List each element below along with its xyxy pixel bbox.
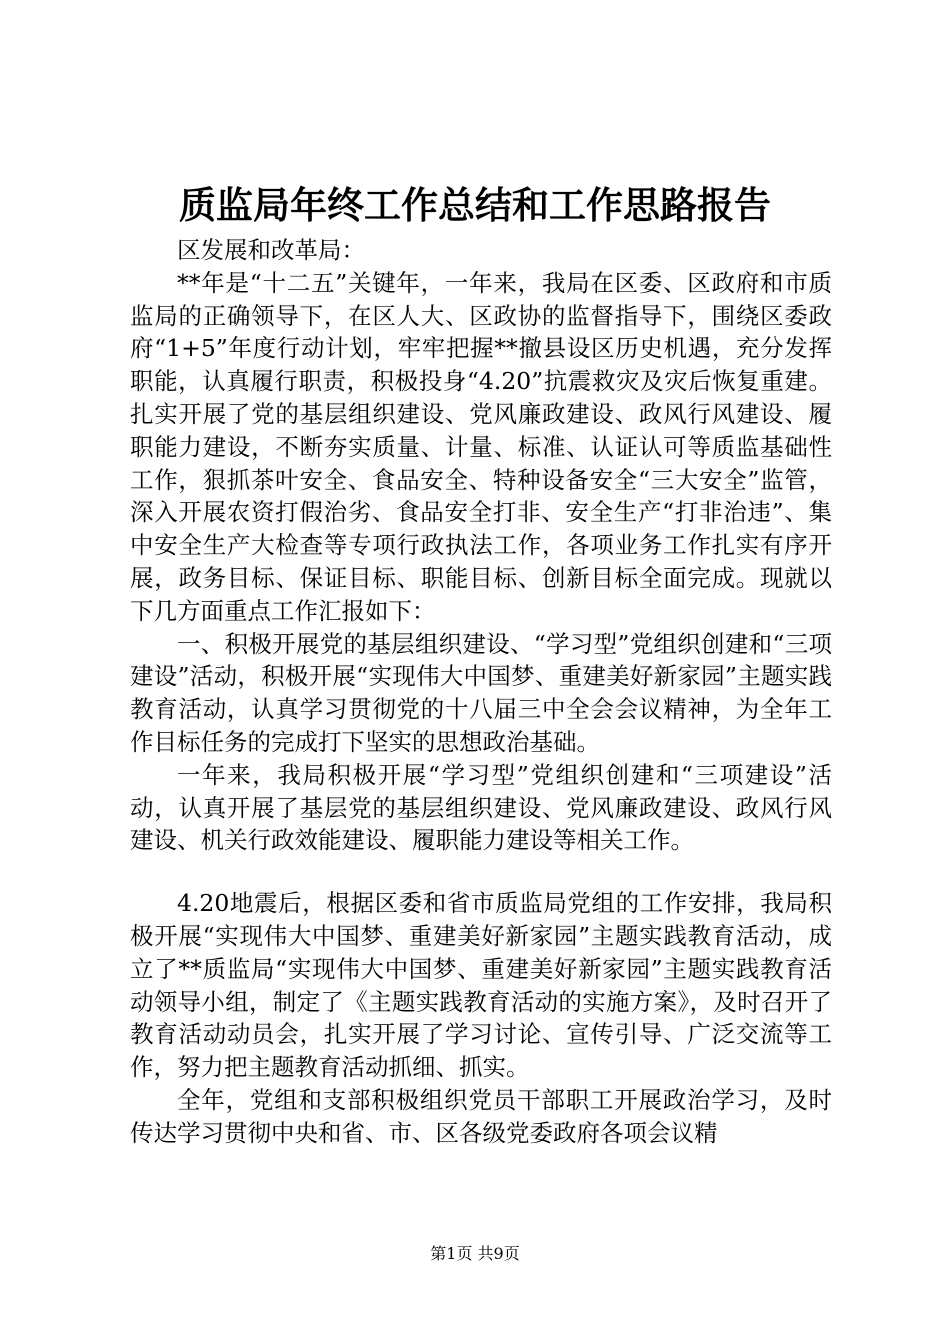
paragraph-section-one-heading: 一、积极开展党的基层组织建设、“学习型”党组织创建和“三项建设”活动，积极开展“实现伟大中国梦、重建美好新家园”主题实践教育活动，认真学习贯彻党的十八届三中全会会议精神，为全年工作目标任务的完成打下坚实的思想政治基础。: [130, 629, 832, 756]
paragraph-intro: **年是“十二五”关键年，一年来，我局在区委、区政府和市质监局的正确领导下，在区人大、区政协的监督指导下，围绕区委政府“1+5”年度行动计划，牢牢把握**撤县设区历史机遇，充分发挥职能，认真履行职责，积极投身“4.20”抗震救灾及灾后恢复重建。扎实开展了党的基层组织建设、党风廉政建设、政风行风建设、履职能力建设，不断夯实质量、计量、标准、认证认可等质监基础性工作，狠抓茶叶安全、食品安全、特种设备安全“三大安全”监管，深入开展农资打假治劣、食品安全打非、安全生产“打非治违”、集中安全生产大检查等专项行政执法工作，各项业务工作扎实有序开展，政务目标、保证目标、职能目标、创新目标全面完成。现就以下几方面重点工作汇报如下：: [130, 268, 832, 625]
paragraph-spacer: [130, 857, 832, 887]
document-title: 质监局年终工作总结和工作思路报告: [179, 184, 771, 227]
page-number-footer: 第1页 共9页: [430, 1244, 520, 1263]
paragraph-earthquake-activity: 4.20地震后，根据区委和省市质监局党组的工作安排，我局积极开展“实现伟大中国梦、重建美好新家园”主题实践教育活动，成立了**质监局“实现伟大中国梦、重建美好新家园”主题实践教育活动领导小组，制定了《主题实践教育活动的实施方案》，及时召开了教育活动动员会，扎实开展了学习讨论、宣传引导、广泛交流等工作，努力把主题教育活动抓细、抓实。: [130, 889, 832, 1082]
paragraph-party-building: 一年来，我局积极开展“学习型”党组织创建和“三项建设”活动，认真开展了基层党的基层组织建设、党风廉政建设、政风行风建设、机关行政效能建设、履职能力建设等相关工作。: [130, 760, 832, 855]
salutation: 区发展和改革局：: [177, 236, 365, 264]
paragraph-political-study: 全年，党组和支部积极组织党员干部职工开展政治学习，及时传达学习贯彻中央和省、市、区各级党委政府各项会议精: [130, 1085, 832, 1147]
document-body: [130, 234, 832, 1150]
